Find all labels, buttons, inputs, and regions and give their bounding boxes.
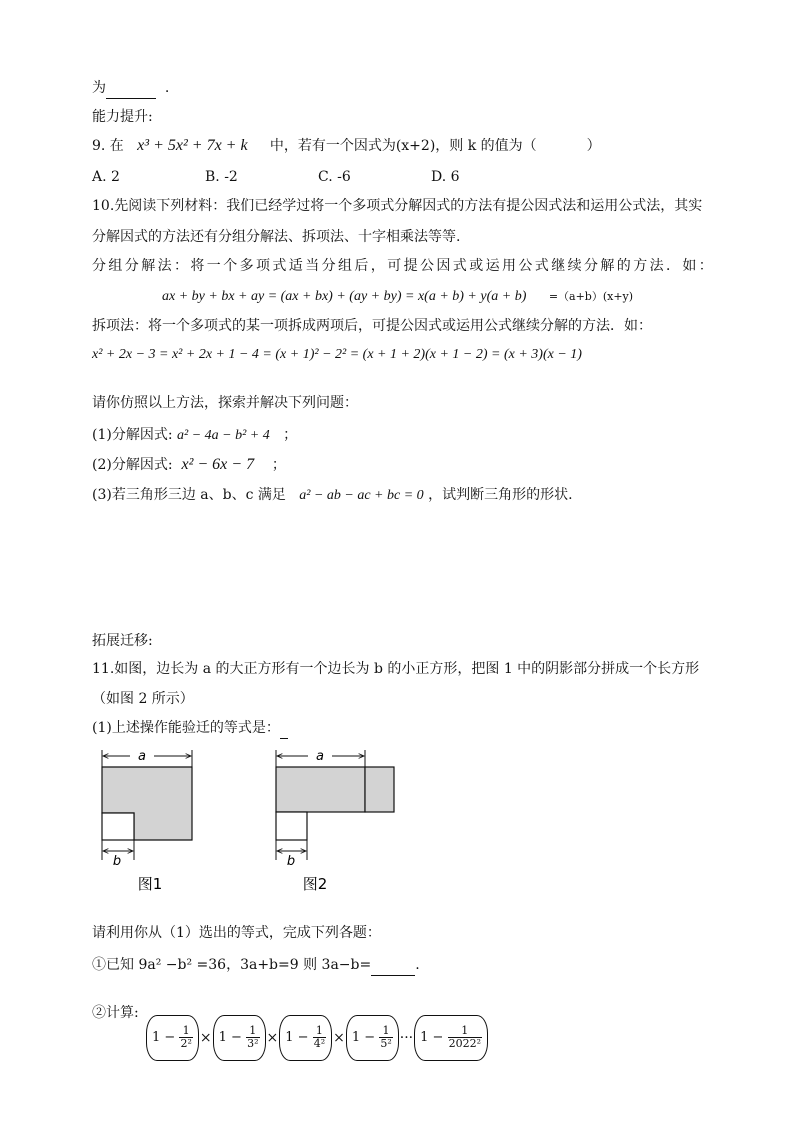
q11-sub2-label: ②计算: [92, 1005, 139, 1021]
q10-task: 请你仿照以上方法，探索并解决下列问题： [92, 395, 358, 411]
q9-expression: x³ + 5x² + 7x + k [137, 137, 248, 154]
q8-blank[interactable] [106, 78, 156, 99]
figures [90, 745, 420, 895]
fig2-label-b: b [286, 854, 296, 869]
fig1-label-a: a [138, 749, 146, 764]
q9-option-c[interactable]: C. -6 [318, 169, 351, 185]
q11-use: 请利用你从（1）选出的等式，完成下列各题： [92, 925, 381, 941]
q10-line1: 10.先阅读下列材料：我们已经学过将一个多项式分解因式的方法有提公因式法和运用公式法，其实 [92, 198, 703, 214]
q11-line1: 11.如图，边长为 a 的大正方形有一个边长为 b 的小正方形，把图 1 中的阴影部分拼成一个长方形 [92, 661, 700, 677]
q9-option-d[interactable]: D. 6 [431, 169, 460, 185]
product-term-last: 1 − $\frac{1}{\text{2022²}}$ [414, 1015, 488, 1061]
fig2-label-a: a [316, 749, 324, 764]
section-ability: 能力提升: [92, 109, 153, 125]
q9-stem: 9. 在 x³ + 5x² + 7x + k 中，若有一个因式为(x+2)，则 k 的值为（ ） [92, 137, 601, 154]
product-term-1: 1 − $\frac{1}{\text{2²}}$ [146, 1015, 199, 1061]
figure-2 [276, 747, 394, 893]
q10-part2: (2)分解因式: x² − 6x − 7 ； [92, 456, 286, 473]
q11-part1: (1)上述操作能验迁的等式是： [92, 718, 288, 739]
product-term-3: 1 − $\frac{1}{\text{4²}}$ [279, 1015, 332, 1061]
q9-option-a[interactable]: A. 2 [92, 169, 120, 185]
q8-answer-line: 为 . [92, 78, 169, 99]
q11-product-expression: 1 − $\frac{1}{\text{2²}}$ × 1 − $\frac{1}{\text{3²}}$ × 1 − $\frac{1}{\text{4²}}$ × 1 − $\frac{1}{\text{5²}}$ ··· 1 − $\frac{1}{\text{2022²}}$ [145, 1015, 489, 1061]
product-term-2: 1 − $\frac{1}{\text{3²}}$ [213, 1015, 266, 1061]
fig1-label-b: b [112, 854, 122, 869]
fig1-caption: 图1 [137, 875, 163, 893]
group-method-example: ax + by + bx + ay = (ax + bx) + (ay + by) = x(a + b) + y(a + b) =（a+b）(x+y) [162, 289, 634, 304]
fig2-small-square [276, 812, 307, 840]
fig2-caption: 图2 [302, 875, 328, 893]
product-term-4: 1 − $\frac{1}{\text{5²}}$ [346, 1015, 399, 1061]
group-method-intro: 分组分解法：将一个多项式适当分组后，可提公因式或运用公式继续分解的方法．如： [92, 258, 716, 274]
q11-line2: （如图 2 所示） [92, 691, 194, 707]
section-extend: 拓展迁移: [92, 633, 153, 649]
split-method-intro: 拆项法：将一个多项式的某一项拆成两项后，可提公因式或运用公式继续分解的方法．如： [92, 318, 652, 334]
q10-line2: 分解因式的方法还有分组分解法、拆项法、十字相乘法等等. [92, 229, 461, 245]
q9-option-b[interactable]: B. -2 [205, 169, 238, 185]
figure-1 [102, 747, 192, 893]
q11-blank[interactable] [280, 718, 288, 739]
q11-sub1-blank[interactable] [371, 955, 415, 976]
q11-sub1: ①已知 9a² −b² =36，3a+b=9 则 3a−b= . [92, 955, 420, 976]
q10-part3: (3)若三角形三边 a、b、c 满足 a² − ab − ac + bc = 0 ，试判断三角形的形状. [92, 487, 573, 503]
fig2-extra-rect [365, 767, 394, 812]
q10-part1: (1)分解因式: a² − 4a − b² + 4 ； [92, 427, 298, 443]
split-method-example: x² + 2x − 3 = x² + 2x + 1 − 4 = (x + 1)² − 2² = (x + 1 + 2)(x + 1 − 2) = (x + 3)(x − 1) [92, 347, 582, 362]
fig1-small-square [102, 813, 134, 840]
fig2-main-rect [276, 767, 365, 812]
